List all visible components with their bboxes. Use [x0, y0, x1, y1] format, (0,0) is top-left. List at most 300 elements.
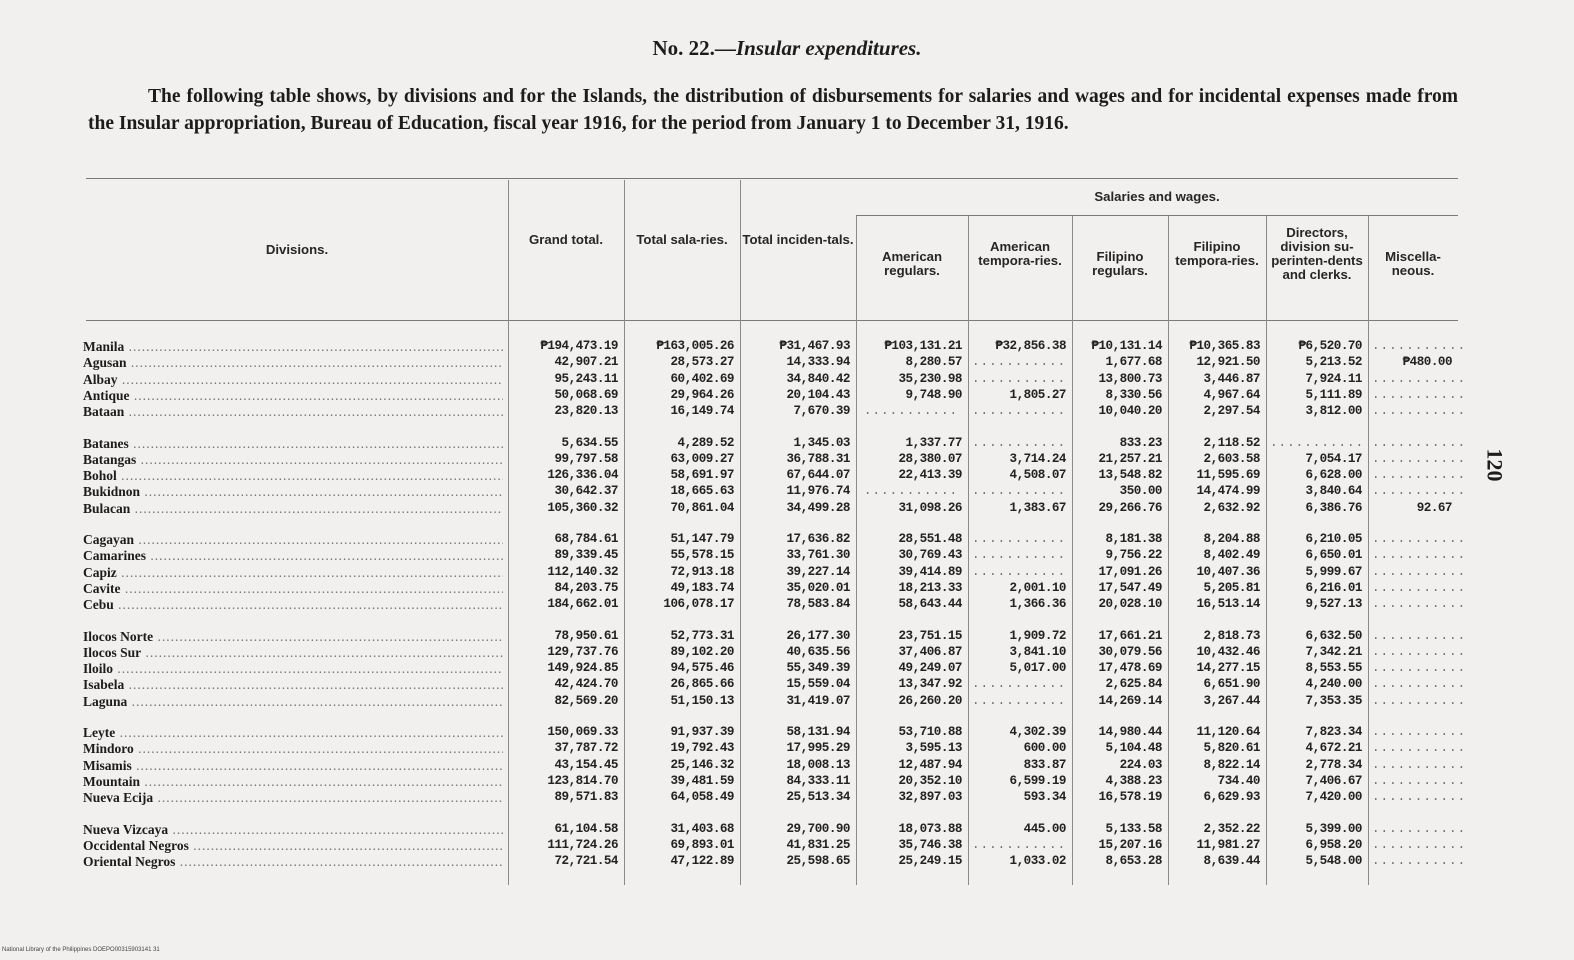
cell-american-temporaries: 2,001.10: [1009, 580, 1066, 595]
cell-american-temporaries: 600.00: [1023, 741, 1066, 756]
cell-filipino-regulars: 16,578.19: [1098, 790, 1162, 805]
title-number: No. 22.—: [652, 36, 736, 60]
cell-directors: 8,553.55: [1305, 661, 1362, 676]
division-name: Bohol .....: [83, 467, 503, 484]
footer-note: National Library of the Philippines DOEPO00315903141 31: [2, 947, 160, 953]
cell-american-temporaries: 3,714.24: [1009, 451, 1066, 466]
cell-grand-total: 150,069.33: [547, 725, 618, 739]
cell-directors: 7,353.35: [1305, 693, 1362, 708]
division-name: Manila .....: [83, 338, 503, 355]
cell-filipino-regulars: 29,266.76: [1098, 500, 1162, 515]
division-name: Oriental Negros .....: [83, 853, 503, 870]
cell-filipino-temporaries: 11,595.69: [1196, 468, 1260, 483]
cell-filipino-temporaries: 4,967.64: [1203, 387, 1260, 402]
cell-filipino-regulars: 17,661.21: [1098, 628, 1162, 643]
cell-filipino-temporaries: 3,446.87: [1203, 371, 1260, 386]
division-name: Batangas .....: [83, 451, 503, 468]
cell-miscellaneous: 92.67: [1416, 500, 1452, 515]
cell-directors: 6,650.01: [1305, 548, 1362, 563]
cell-total-salaries: 29,964.26: [670, 387, 734, 402]
column-header-total-incidentals: Total inciden-tals.: [742, 232, 854, 247]
column-rule: [856, 216, 857, 885]
cell-american-temporaries: 593.34: [1023, 790, 1066, 805]
cell-american-regulars: 18,073.88: [898, 821, 962, 836]
cell-american-temporaries: 1,383.67: [1009, 500, 1066, 515]
cell-miscellaneous: ...........: [1372, 821, 1467, 836]
division-name: Iloilo .....: [83, 660, 503, 677]
cell-miscellaneous: ...........: [1372, 387, 1467, 402]
cell-american-regulars: 58,643.44: [898, 597, 962, 612]
cell-total-salaries: 51,150.13: [670, 693, 734, 708]
cell-total-salaries: 47,122.89: [670, 854, 734, 869]
cell-filipino-regulars: 17,091.26: [1098, 564, 1162, 579]
cell-total-incidentals: 17,995.29: [786, 741, 850, 756]
column-rule: [968, 216, 969, 885]
cell-filipino-temporaries: 10,432.46: [1196, 644, 1260, 659]
cell-filipino-temporaries: 11,981.27: [1196, 837, 1260, 852]
column-header-division: Divisions.: [265, 242, 329, 257]
cell-total-incidentals: 17,636.82: [786, 532, 850, 546]
cell-american-temporaries: ...........: [972, 435, 1067, 450]
division-name: Camarines .....: [83, 547, 503, 564]
cell-grand-total: 129,737.76: [547, 644, 618, 659]
cell-directors: 6,632.50: [1305, 628, 1362, 643]
cell-total-incidentals: 1,345.03: [793, 435, 850, 450]
division-name: Cagayan .....: [83, 531, 503, 548]
cell-filipino-regulars: 21,257.21: [1098, 451, 1162, 466]
page-title: [0, 36, 1574, 61]
cell-total-salaries: 69,893.01: [670, 837, 734, 852]
division-name: Occidental Negros .....: [83, 837, 503, 854]
division-name: Bukidnon .....: [83, 483, 503, 500]
cell-directors: 7,054.17: [1305, 451, 1362, 466]
cell-grand-total: 112,140.32: [547, 564, 618, 579]
division-name: Bataan .....: [83, 403, 503, 420]
cell-total-salaries: 72,913.18: [670, 564, 734, 579]
cell-american-temporaries: ₱32,856.38: [995, 339, 1066, 353]
cell-american-temporaries: ...........: [972, 837, 1067, 852]
cell-american-regulars: 25,249.15: [898, 854, 962, 869]
division-name: Leyte .....: [83, 724, 503, 741]
cell-total-incidentals: 34,840.42: [786, 371, 850, 386]
cell-directors: 3,812.00: [1305, 404, 1362, 419]
cell-american-regulars: 37,406.87: [898, 644, 962, 659]
cell-american-temporaries: 1,805.27: [1009, 387, 1066, 402]
cell-grand-total: 84,203.75: [554, 580, 618, 595]
cell-filipino-temporaries: 6,651.90: [1203, 677, 1260, 692]
cell-american-regulars: 3,595.13: [905, 741, 962, 756]
cell-directors: 7,406.67: [1305, 773, 1362, 788]
cell-filipino-regulars: 9,756.22: [1105, 548, 1162, 563]
group-header-salaries-wages: Salaries and wages.: [1094, 189, 1220, 204]
cell-total-incidentals: 25,513.34: [786, 790, 850, 805]
cell-filipino-temporaries: 12,921.50: [1196, 355, 1260, 370]
cell-filipino-regulars: 4,388.23: [1105, 773, 1162, 788]
division-name: Ilocos Norte .....: [83, 628, 503, 645]
cell-miscellaneous: ₱480.00: [1402, 355, 1452, 370]
cell-total-salaries: 26,865.66: [670, 677, 734, 692]
cell-american-temporaries: 4,302.39: [1009, 725, 1066, 739]
cell-american-regulars: 53,710.88: [898, 725, 962, 739]
cell-american-regulars: ₱103,131.21: [884, 339, 962, 353]
division-name: Batanes .....: [83, 435, 503, 452]
cell-filipino-temporaries: 8,639.44: [1203, 854, 1260, 869]
cell-total-incidentals: 35,020.01: [786, 580, 850, 595]
cell-total-salaries: 91,937.39: [670, 725, 734, 739]
column-header-miscellaneous: Miscella-neous.: [1385, 249, 1441, 278]
cell-filipino-temporaries: 16,513.14: [1196, 597, 1260, 612]
cell-miscellaneous: ...........: [1372, 580, 1467, 595]
cell-filipino-temporaries: 2,632.92: [1203, 500, 1260, 515]
cell-grand-total: 50,068.69: [554, 387, 618, 402]
cell-american-temporaries: ...........: [972, 371, 1067, 386]
cell-filipino-regulars: 17,478.69: [1098, 661, 1162, 676]
cell-american-regulars: 30,769.43: [898, 548, 962, 563]
cell-grand-total: ₱194,473.19: [540, 339, 618, 353]
cell-american-regulars: 20,352.10: [898, 773, 962, 788]
cell-miscellaneous: ...........: [1372, 677, 1467, 692]
cell-total-salaries: 64,058.49: [670, 790, 734, 805]
cell-total-salaries: 39,481.59: [670, 773, 734, 788]
cell-miscellaneous: ...........: [1372, 741, 1467, 756]
cell-american-temporaries: ...........: [972, 677, 1067, 692]
cell-total-incidentals: 18,008.13: [786, 757, 850, 772]
cell-total-salaries: 16,149.74: [670, 404, 734, 419]
cell-american-temporaries: 1,909.72: [1009, 628, 1066, 643]
table-top-rule: [86, 178, 1458, 179]
cell-filipino-regulars: 17,547.49: [1098, 580, 1162, 595]
cell-grand-total: 61,104.58: [554, 821, 618, 836]
cell-filipino-regulars: 20,028.10: [1098, 597, 1162, 612]
cell-miscellaneous: ...........: [1372, 661, 1467, 676]
cell-total-salaries: 55,578.15: [670, 548, 734, 563]
cell-american-temporaries: ...........: [972, 548, 1067, 563]
cell-filipino-regulars: 13,548.82: [1098, 468, 1162, 483]
division-name: Capiz .....: [83, 564, 503, 581]
cell-grand-total: 23,820.13: [554, 404, 618, 419]
cell-american-regulars: 26,260.20: [898, 693, 962, 708]
cell-directors: ₱6,520.70: [1298, 339, 1362, 353]
cell-total-incidentals: 84,333.11: [786, 773, 850, 788]
division-name: Ilocos Sur .....: [83, 644, 503, 661]
cell-filipino-regulars: 2,625.84: [1105, 677, 1162, 692]
cell-grand-total: 72,721.54: [554, 854, 618, 869]
cell-american-temporaries: 445.00: [1023, 821, 1066, 836]
division-name: Nueva Vizcaya .....: [83, 821, 503, 838]
cell-american-temporaries: 3,841.10: [1009, 644, 1066, 659]
cell-miscellaneous: ...........: [1372, 837, 1467, 852]
division-name: Isabela .....: [83, 676, 503, 693]
cell-total-incidentals: 58,131.94: [786, 725, 850, 739]
cell-grand-total: 42,424.70: [554, 677, 618, 692]
cell-total-salaries: 70,861.04: [670, 500, 734, 515]
cell-miscellaneous: ...........: [1372, 725, 1467, 739]
cell-miscellaneous: ...........: [1372, 564, 1467, 579]
division-name: Mindoro .....: [83, 740, 503, 757]
column-rule: [1368, 216, 1369, 885]
cell-american-regulars: 31,098.26: [898, 500, 962, 515]
cell-american-temporaries: ...........: [972, 693, 1067, 708]
cell-total-salaries: 63,009.27: [670, 451, 734, 466]
column-rule: [740, 180, 741, 885]
cell-total-salaries: 31,403.68: [670, 821, 734, 836]
cell-miscellaneous: ...........: [1372, 597, 1467, 612]
cell-total-incidentals: 29,700.90: [786, 821, 850, 836]
cell-american-regulars: ...........: [863, 484, 959, 499]
cell-directors: 3,840.64: [1305, 484, 1362, 499]
cell-filipino-temporaries: ₱10,365.83: [1189, 339, 1260, 353]
cell-grand-total: 126,336.04: [547, 468, 618, 483]
cell-filipino-temporaries: 2,297.54: [1203, 404, 1260, 419]
cell-american-regulars: 22,413.39: [898, 468, 962, 483]
cell-filipino-regulars: 8,330.56: [1105, 387, 1162, 402]
cell-filipino-temporaries: 8,402.49: [1203, 548, 1260, 563]
cell-directors: 5,111.89: [1305, 387, 1362, 402]
cell-grand-total: 184,662.01: [547, 597, 618, 612]
cell-filipino-temporaries: 2,818.73: [1203, 628, 1260, 643]
cell-directors: 4,240.00: [1305, 677, 1362, 692]
cell-filipino-regulars: 1,677.68: [1105, 355, 1162, 370]
cell-miscellaneous: ...........: [1372, 693, 1467, 708]
cell-miscellaneous: ...........: [1372, 628, 1467, 643]
cell-directors: 2,778.34: [1305, 757, 1362, 772]
cell-total-salaries: ₱163,005.26: [656, 339, 734, 353]
cell-total-salaries: 51,147.79: [670, 532, 734, 546]
cell-filipino-regulars: 30,079.56: [1098, 644, 1162, 659]
cell-american-temporaries: 4,508.07: [1009, 468, 1066, 483]
cell-miscellaneous: ...........: [1372, 484, 1467, 499]
cell-filipino-temporaries: 11,120.64: [1196, 725, 1260, 739]
cell-american-regulars: 35,230.98: [898, 371, 962, 386]
cell-directors: 9,527.13: [1305, 597, 1362, 612]
cell-filipino-regulars: 350.00: [1119, 484, 1162, 499]
column-header-filipino-regulars: Filipino regulars.: [1092, 249, 1148, 278]
cell-filipino-regulars: 224.03: [1119, 757, 1162, 772]
cell-miscellaneous: ...........: [1372, 773, 1467, 788]
cell-miscellaneous: ...........: [1372, 644, 1467, 659]
title-emphasis: Insular expenditures.: [735, 36, 922, 60]
cell-filipino-temporaries: 14,474.99: [1196, 484, 1260, 499]
cell-filipino-regulars: 8,181.38: [1105, 532, 1162, 546]
cell-american-regulars: 18,213.33: [898, 580, 962, 595]
cell-filipino-temporaries: 8,822.14: [1203, 757, 1260, 772]
cell-total-incidentals: 11,976.74: [786, 484, 850, 499]
division-name: Albay .....: [83, 371, 503, 388]
cell-american-temporaries: 5,017.00: [1009, 661, 1066, 676]
cell-total-incidentals: 78,583.84: [786, 597, 850, 612]
cell-filipino-temporaries: 2,603.58: [1203, 451, 1260, 466]
cell-total-salaries: 94,575.46: [670, 661, 734, 676]
cell-american-regulars: 28,380.07: [898, 451, 962, 466]
cell-total-incidentals: 20,104.43: [786, 387, 850, 402]
cell-total-incidentals: ₱31,467.93: [779, 339, 850, 353]
cell-american-regulars: 35,746.38: [898, 837, 962, 852]
cell-filipino-temporaries: 5,205.81: [1203, 580, 1260, 595]
cell-grand-total: 78,950.61: [554, 628, 618, 643]
cell-total-incidentals: 33,761.30: [786, 548, 850, 563]
cell-grand-total: 68,784.61: [554, 532, 618, 546]
cell-american-regulars: 9,748.90: [905, 387, 962, 402]
cell-american-regulars: 49,249.07: [898, 661, 962, 676]
column-header-total-salaries: Total sala-ries.: [636, 232, 728, 247]
cell-directors: 7,342.21: [1305, 644, 1362, 659]
cell-grand-total: 111,724.26: [547, 837, 618, 852]
division-name: Laguna .....: [83, 693, 503, 710]
cell-directors: 5,213.52: [1305, 355, 1362, 370]
cell-miscellaneous: ...........: [1372, 790, 1467, 805]
cell-filipino-temporaries: 14,277.15: [1196, 661, 1260, 676]
cell-total-incidentals: 34,499.28: [786, 500, 850, 515]
cell-filipino-regulars: ₱10,131.14: [1091, 339, 1162, 353]
cell-total-salaries: 4,289.52: [677, 435, 734, 450]
cell-total-salaries: 106,078.17: [663, 597, 734, 612]
cell-filipino-regulars: 14,980.44: [1098, 725, 1162, 739]
cell-total-salaries: 28,573.27: [670, 355, 734, 370]
cell-filipino-temporaries: 2,352.22: [1203, 821, 1260, 836]
cell-american-regulars: 39,414.89: [898, 564, 962, 579]
cell-filipino-temporaries: 6,629.93: [1203, 790, 1260, 805]
division-name: Bulacan .....: [83, 500, 503, 517]
intro-paragraph: The following table shows, by divisions and for the Islands, the distribution of disbursements for salaries and wages and for incidental expenses made from the Insular appropriation, Bureau of Education, fiscal year 1916, for the period from January 1 to December 31, 1916.: [88, 86, 1458, 134]
column-rule: [508, 180, 509, 885]
column-rule: [1266, 216, 1267, 885]
cell-total-salaries: 60,402.69: [670, 371, 734, 386]
cell-total-incidentals: 31,419.07: [786, 693, 850, 708]
cell-grand-total: 89,339.45: [554, 548, 618, 563]
cell-directors: 6,210.05: [1305, 532, 1362, 546]
division-name: Nueva Ecija .....: [83, 789, 503, 806]
cell-miscellaneous: ...........: [1372, 548, 1467, 563]
cell-american-regulars: 8,280.57: [905, 355, 962, 370]
cell-filipino-regulars: 8,653.28: [1105, 854, 1162, 869]
cell-filipino-regulars: 10,040.20: [1098, 404, 1162, 419]
cell-grand-total: 42,907.21: [554, 355, 618, 370]
division-name: Antique .....: [83, 387, 503, 404]
division-name: Mountain .....: [83, 773, 503, 790]
cell-grand-total: 30,642.37: [554, 484, 618, 499]
cell-filipino-regulars: 833.23: [1119, 435, 1162, 450]
cell-filipino-regulars: 15,207.16: [1098, 837, 1162, 852]
cell-miscellaneous: ...........: [1372, 404, 1467, 419]
column-rule: [1072, 216, 1073, 885]
cell-filipino-temporaries: 5,820.61: [1203, 741, 1260, 756]
cell-grand-total: 99,797.58: [554, 451, 618, 466]
cell-grand-total: 95,243.11: [554, 371, 618, 386]
cell-total-incidentals: 25,598.65: [786, 854, 850, 869]
cell-american-regulars: 32,897.03: [898, 790, 962, 805]
cell-grand-total: 89,571.83: [554, 790, 618, 805]
cell-directors: 6,216.01: [1305, 580, 1362, 595]
cell-american-regulars: 13,347.92: [898, 677, 962, 692]
cell-directors: 7,420.00: [1305, 790, 1362, 805]
cell-american-temporaries: 1,033.02: [1009, 854, 1066, 869]
column-header-grand-total: Grand total.: [529, 232, 603, 247]
cell-directors: 4,672.21: [1305, 741, 1362, 756]
cell-directors: 6,958.20: [1305, 837, 1362, 852]
cell-directors: 5,399.00: [1305, 821, 1362, 836]
cell-total-incidentals: 15,559.04: [786, 677, 850, 692]
cell-total-salaries: 58,691.97: [670, 468, 734, 483]
cell-american-regulars: 1,337.77: [905, 435, 962, 450]
cell-directors: 5,999.67: [1305, 564, 1362, 579]
cell-grand-total: 123,814.70: [547, 773, 618, 788]
cell-american-temporaries: ...........: [972, 564, 1067, 579]
cell-total-incidentals: 40,635.56: [786, 644, 850, 659]
cell-directors: 7,924.11: [1305, 371, 1362, 386]
cell-miscellaneous: ...........: [1372, 451, 1467, 466]
cell-grand-total: 149,924.85: [547, 661, 618, 676]
cell-american-regulars: 28,551.48: [898, 532, 962, 546]
division-name: Cavite .....: [83, 580, 503, 597]
cell-directors: ...........: [1270, 435, 1365, 450]
cell-american-temporaries: ...........: [972, 532, 1067, 546]
cell-total-incidentals: 36,788.31: [786, 451, 850, 466]
division-name: Misamis .....: [83, 757, 503, 774]
cell-miscellaneous: ...........: [1372, 468, 1467, 483]
cell-american-temporaries: 1,366.36: [1009, 597, 1066, 612]
cell-american-regulars: 12,487.94: [898, 757, 962, 772]
cell-grand-total: 5,634.55: [561, 435, 618, 450]
cell-total-salaries: 52,773.31: [670, 628, 734, 643]
cell-miscellaneous: ...........: [1372, 371, 1467, 386]
cell-american-temporaries: 6,599.19: [1009, 773, 1066, 788]
column-header-filipino-temporaries: Filipino tempora-ries.: [1175, 239, 1259, 268]
cell-total-salaries: 18,665.63: [670, 484, 734, 499]
page-number: 120: [1482, 448, 1508, 482]
cell-total-incidentals: 14,333.94: [786, 355, 850, 370]
cell-american-regulars: ...........: [863, 404, 959, 419]
cell-grand-total: 37,787.72: [554, 741, 618, 756]
division-name: Cebu .....: [83, 596, 503, 613]
cell-total-incidentals: 39,227.14: [786, 564, 850, 579]
cell-total-incidentals: 26,177.30: [786, 628, 850, 643]
cell-total-salaries: 89,102.20: [670, 644, 734, 659]
cell-total-incidentals: 41,831.25: [786, 837, 850, 852]
header-bottom-rule: [86, 320, 1458, 321]
cell-american-regulars: 23,751.15: [898, 628, 962, 643]
cell-total-incidentals: 67,644.07: [786, 468, 850, 483]
column-rule: [624, 180, 625, 885]
cell-directors: 7,823.34: [1305, 725, 1362, 739]
cell-total-salaries: 49,183.74: [670, 580, 734, 595]
cell-filipino-temporaries: 10,407.36: [1196, 564, 1260, 579]
cell-total-salaries: 25,146.32: [670, 757, 734, 772]
cell-filipino-temporaries: 3,267.44: [1203, 693, 1260, 708]
cell-filipino-regulars: 14,269.14: [1098, 693, 1162, 708]
cell-grand-total: 43,154.45: [554, 757, 618, 772]
cell-filipino-temporaries: 2,118.52: [1203, 435, 1260, 450]
column-header-american-regulars: American regulars.: [881, 249, 943, 278]
cell-filipino-regulars: 5,133.58: [1105, 821, 1162, 836]
cell-total-incidentals: 7,670.39: [793, 404, 850, 419]
cell-grand-total: 105,360.32: [547, 500, 618, 515]
cell-american-temporaries: 833.87: [1023, 757, 1066, 772]
cell-miscellaneous: ...........: [1372, 757, 1467, 772]
cell-total-salaries: 19,792.43: [670, 741, 734, 756]
cell-american-temporaries: ...........: [972, 404, 1067, 419]
cell-american-temporaries: ...........: [972, 484, 1067, 499]
cell-miscellaneous: ...........: [1372, 854, 1467, 869]
division-name: Agusan .....: [83, 354, 503, 371]
cell-directors: 6,386.76: [1305, 500, 1362, 515]
cell-grand-total: 82,569.20: [554, 693, 618, 708]
cell-filipino-temporaries: 734.40: [1217, 773, 1260, 788]
cell-directors: 5,548.00: [1305, 854, 1362, 869]
cell-total-incidentals: 55,349.39: [786, 661, 850, 676]
cell-american-temporaries: ...........: [972, 355, 1067, 370]
column-header-american-temporaries: American tempora-ries.: [978, 239, 1062, 268]
cell-filipino-regulars: 13,800.73: [1098, 371, 1162, 386]
